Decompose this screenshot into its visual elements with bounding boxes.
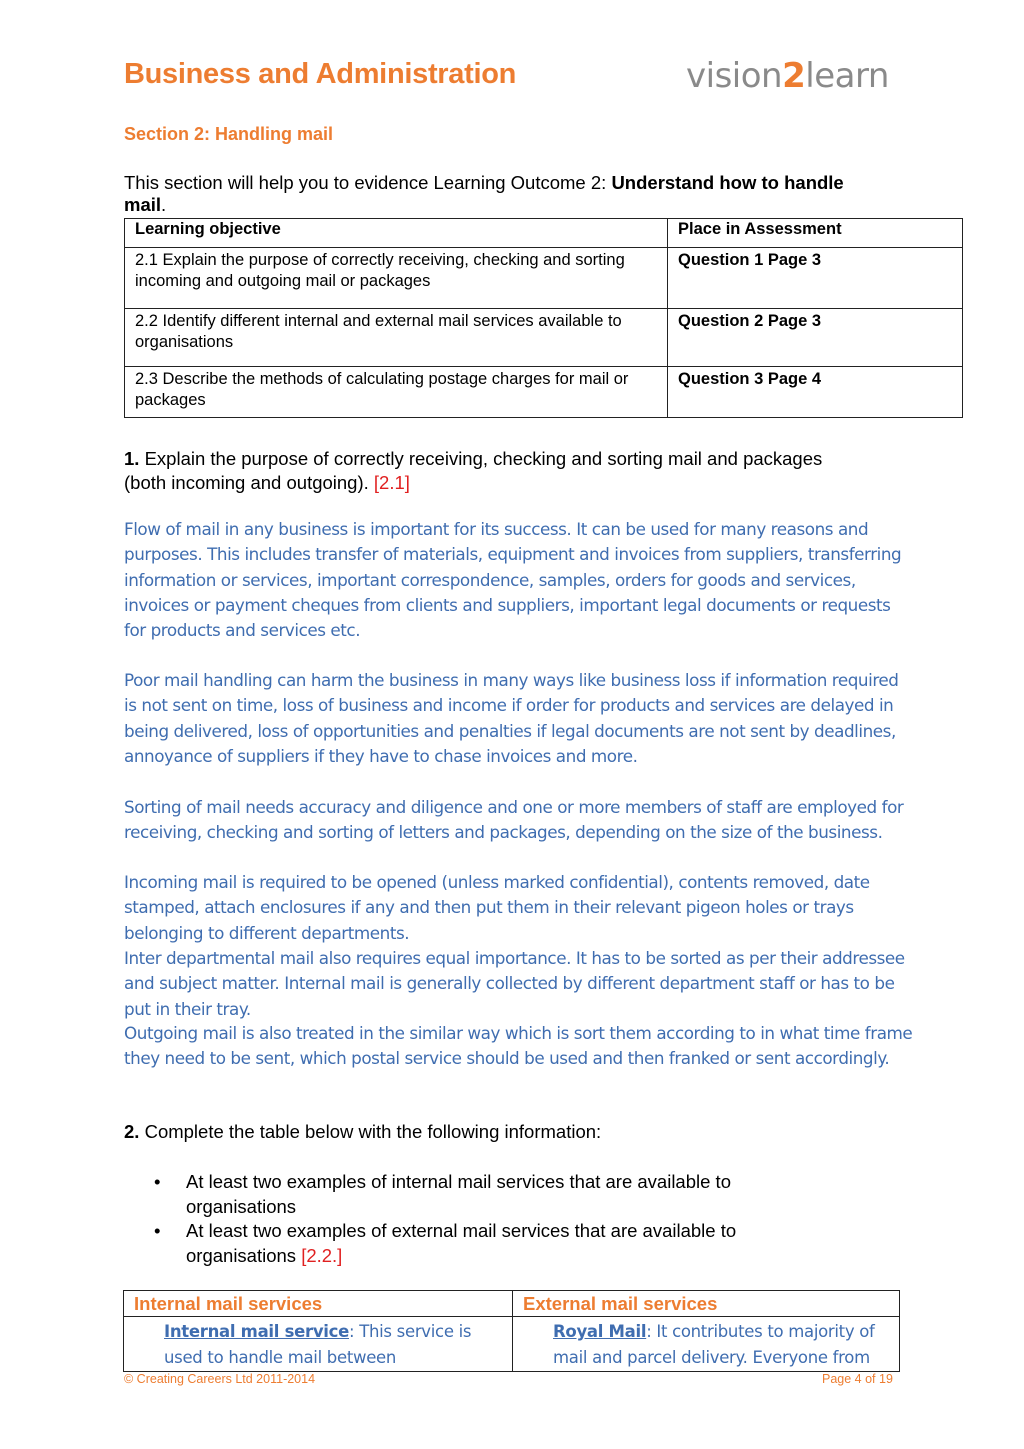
answer-paragraph: Sorting of mail needs accuracy and diligence and one or more members of staff are employed for receiving, checking and sorting of letters and packages, depending on the size of the business.: [124, 797, 904, 843]
logo-text-2: 2: [782, 56, 806, 96]
logo-text-vision: vision: [686, 56, 783, 96]
question-1: [124, 447, 864, 495]
bullet-icon: •: [154, 1171, 161, 1192]
table-row: [125, 248, 963, 309]
assessment-reference: [2.1]: [373, 472, 410, 493]
header-external-mail-services: External mail services: [513, 1291, 900, 1317]
intro-end: .: [161, 194, 167, 215]
question-text: Explain the purpose of correctly receiving, checking and sorting mail and packages (both incoming and outgoing).: [124, 448, 823, 493]
answer-paragraph: Inter departmental mail also requires equal importance. It has to be sorted as per their addressee and subject matter. Internal mail is generally collected by different department staff or has to be put in their tray.: [124, 948, 905, 1019]
intro-paragraph: [124, 172, 884, 216]
table-header-row: [124, 1291, 900, 1317]
table-row: [125, 367, 963, 418]
learning-objectives-table: [124, 218, 963, 418]
logo-text-learn: learn: [805, 56, 889, 96]
question-2: [124, 1120, 601, 1144]
objective-cell: 2.2 Identify different internal and external mail services available to organisations: [125, 309, 668, 367]
list-item-text: At least two examples of external mail services that are available to organisations: [186, 1220, 737, 1266]
question-number: 1.: [124, 448, 140, 469]
list-item: [124, 1170, 844, 1219]
table-row: [124, 1317, 900, 1372]
assessment-reference: [2.2.]: [301, 1244, 343, 1266]
bullet-icon: •: [154, 1220, 161, 1241]
vision2learn-logo: [686, 56, 889, 96]
answer-paragraph: Flow of mail in any business is important for its success. It can be used for many reasons and purposes. This includes transfer of materials, equipment and invoices from suppliers, transferring information or services, important correspondence, samples, orders for goods and services, invoices or payment cheques from clients and suppliers, important legal documents or requests for products and services etc.: [124, 519, 902, 641]
list-item-text: At least two examples of internal mail services that are available to organisations: [186, 1171, 731, 1217]
internal-mail-service-link[interactable]: Internal mail service: [164, 1322, 349, 1341]
intro-outcome: Understand how to handle mail: [124, 172, 844, 215]
table-row: [125, 309, 963, 367]
document-title: Business and Administration: [124, 58, 517, 90]
place-cell: Question 2 Page 3: [668, 309, 963, 367]
question-text: Complete the table below with the following information:: [139, 1121, 602, 1142]
header-place-in-assessment: Place in Assessment: [668, 219, 963, 248]
place-cell: Question 3 Page 4: [668, 367, 963, 418]
question-number: 2.: [124, 1121, 140, 1142]
footer-page-number: Page 4 of 19: [822, 1372, 893, 1386]
external-service-text: : It contributes to majority of mail and parcel delivery. Everyone from: [553, 1322, 875, 1367]
footer-copyright: © Creating Careers Ltd 2011-2014: [124, 1372, 316, 1386]
table-header-row: [125, 219, 963, 248]
header-learning-objective: Learning objective: [125, 219, 668, 248]
internal-service-cell: [124, 1317, 513, 1372]
answer-paragraph: Incoming mail is required to be opened (unless marked confidential), contents removed, date stamped, attach enclosures if any and then put them in their relevant pigeon holes or trays belonging to different departments.: [124, 872, 870, 943]
external-service-cell: [513, 1317, 900, 1372]
objective-cell: 2.1 Explain the purpose of correctly receiving, checking and sorting incoming and outgoing mail or packages: [125, 248, 668, 309]
place-cell: Question 1 Page 3: [668, 248, 963, 309]
intro-text: This section will help you to evidence Learning Outcome 2:: [124, 172, 612, 193]
requirements-list: [124, 1170, 844, 1268]
header-internal-mail-services: Internal mail services: [124, 1291, 513, 1317]
mail-services-table: [123, 1290, 900, 1372]
answer-paragraph: Outgoing mail is also treated in the similar way which is sort them according to in what time frame they need to be sent, which postal service should be used and then franked or sent accordingly.: [124, 1023, 913, 1069]
internal-service-text: : This service is used to handle mail between: [164, 1322, 472, 1367]
list-item: [124, 1219, 844, 1268]
royal-mail-link[interactable]: Royal Mail: [553, 1322, 647, 1341]
answer-paragraph: Poor mail handling can harm the business in many ways like business loss if information required is not sent on time, loss of business and income if order for products and services are delayed in being delivered, loss of opportunities and penalties if legal documents are not sent by deadlines, annoyance of suppliers if they have to chase invoices and more.: [124, 670, 899, 766]
objective-cell: 2.3 Describe the methods of calculating postage charges for mail or packages: [125, 367, 668, 418]
section-title: Section 2: Handling mail: [124, 124, 334, 144]
